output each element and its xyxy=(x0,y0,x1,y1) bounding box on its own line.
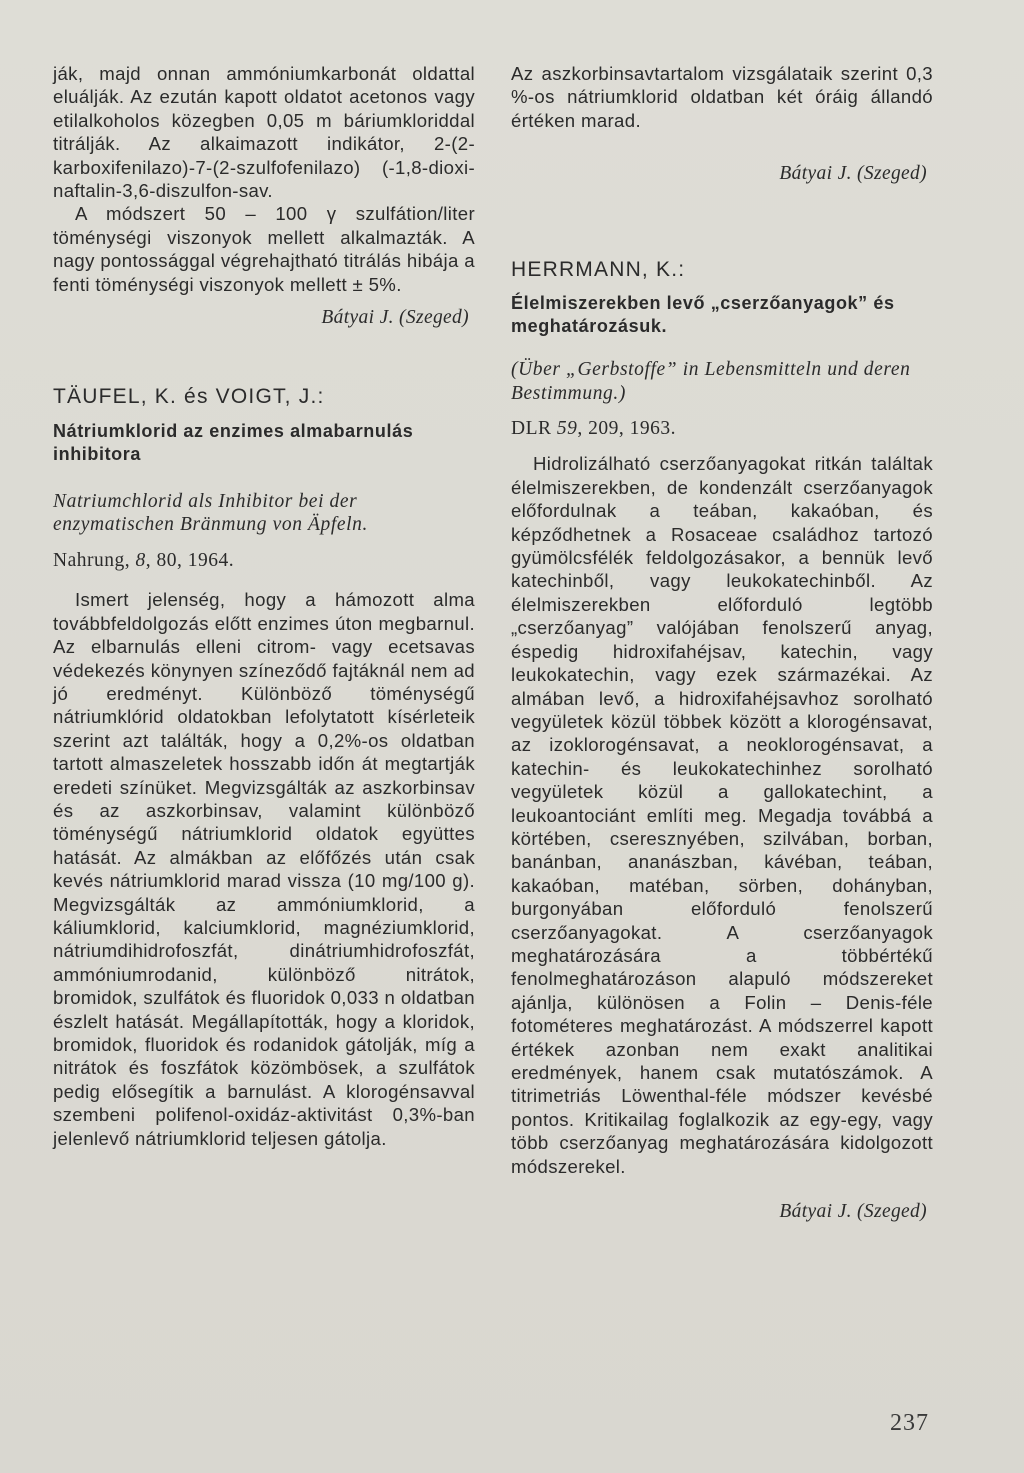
left-paragraph-abstract: Ismert jelenség, hogy a hámozott alma továbbfeldolgozás előtt enzimes úton megbarnul. Az elbarnulás elleni citrom- vagy ecetsavas védekezés könynyen színeződő fajtáknál nem ad jó eredményt. Különböző töménységű nátriumklórid oldatokban lefolytatott kísérleteik szerint azt találták, hogy a 0,2%-os oldatban tartott almaszeletek hosszabb időn át megtartják eredeti színüket. Megvizsgálták az aszkorbinsav és az aszkorbinsav, valamint különböző töménységű nátriumklorid oldatok együttes hatását. Az almákban az előfőzés után csak kevés nátriumklorid marad vissza (10 mg/100 g). Megvizsgálták az ammóniumklorid, a káliumklorid, kalciumklorid, magnéziumklorid, nátriumdihidrofoszfát, dinátriumhidrofoszfát, ammóniumrodanid, különböző nitrátok, bromidok, szulfátok és fluoridok 0,033 n oldatban észlelt hatását. Megállapították, hogy a kloridok, bromidok, fluoridok és rodanidok gátolják, míg a nitrátok és foszfátok közömbösek, a szulfátok pedig elősegítik a barnulást. A klorogénsavval szembeni polifenol-oxidáz-aktivitást 0,3%-ban jelenlevő nátriumklorid teljesen gátolja. xyxy=(53,589,475,1149)
left-column xyxy=(53,62,475,1150)
right-paragraph-abstract: Hidrolizálható cserzőanyagokat ritkán találtak élelmiszerekben, de kondenzált cserzőanyagok előfordulnak a teában, kakaóban, és képződhetnek a Rosaceae családhoz tartozó gyümölcsfélék feldolgozásakor, a bennük levő katechinből, vagy leukokatechinből. Az élelmiszerekben előforduló legtöbb „cserzőanyag” valójában fenolszerű anyag, éspedig hidroxifahéjsav, katechin, vagy leukokatechin, vagy ezek származékai. Az almában levő, a hidroxifahéjsavhoz sorolható vegyületek közül többek között a klorogénsavat, az izoklorogénsavat, a neoklorogénsavat, a katechin- és leukokatechinhez sorolható vegyületek közül a gallokatechint, a leukoantociánt említi meg. Megadja továbbá a körtében, cseresznyében, szilvában, borban, banánban, ananászban, kávéban, teában, kakaóban, matéban, sörben, dohányban, burgonyában előforduló fenolszerű cserzőanyagokat. A cserzőanyagok meghatározására a többértékű fenolmeghatározáson alapuló módszereket ajánlja, különösen a Folin – Denis-féle fotométeres meghatározást. A módszerrel kapott értékek azonban nem exakt analitikai eredmények, hanem csak mutatószámok. A titrimetriás Löwenthal-féle módszer kevésbé pontos. Kritikailag foglalkozik az egy-egy, vagy több cserzőanyag meghatározására kidolgozott módszerekel. xyxy=(511,453,933,1177)
left-paragraph-continuation: ják, majd onnan ammóniumkarbonát oldattal eluálják. Az ezután kapott oldatot acetonos vagy etilalkoholos közegben 0,05 m báriumkloriddal titrálják. Az alkaimazott indikátor, 2-(2-karboxifenilazo)-7-(2-szulfofenilazo) (-1,8-dioxi-naftalin-3,6-diszulfon-sav. xyxy=(53,63,475,202)
article-original-title-herrmann: (Über „Gerbstoffe” in Lebensmitteln und deren Bestimmung.) xyxy=(511,359,911,404)
reference-details: , 80, 1964. xyxy=(145,549,235,571)
reference-journal: Nahrung, xyxy=(53,549,136,571)
article-author-taufel-voigt: TÄUFEL, K. és VOIGT, J.: xyxy=(53,385,325,409)
left-paragraph-method: A módszert 50 – 100 γ szulfátion/liter töménységi viszonyok mellett alkalmazták. A nagy pontossággal végrehajtható titrálás hibája a fenti töménységi viszonyok mellett ± 5%. xyxy=(53,203,475,295)
reference-volume: 8 xyxy=(135,549,146,571)
article-reference xyxy=(53,549,475,572)
right-column xyxy=(511,62,933,1223)
article-original-title: Natriumchlorid als Inhibitor bei der enzymatischen Bränmung von Äpfeln. xyxy=(53,490,369,536)
signature-batyai-2: Bátyai J. (Szeged) xyxy=(779,163,927,185)
article-reference-herrmann xyxy=(511,417,933,440)
reference-volume-dlr: 59 xyxy=(556,418,578,440)
page-number: 237 xyxy=(890,1410,929,1436)
article-title-natriumklorid: Nátriumklorid az enzimes almabarnulás inhibitora xyxy=(53,420,414,464)
article-title-cserzoanyagok: Élelmiszerekben levő „cserzőanyagok” és meghatározásuk. xyxy=(511,293,895,337)
reference-journal-dlr: DLR xyxy=(511,418,557,440)
signature-batyai-1: Bátyai J. (Szeged) xyxy=(321,307,469,329)
signature-batyai-3: Bátyai J. (Szeged) xyxy=(779,1201,927,1223)
right-paragraph-continuation: Az aszkorbinsavtartalom vizsgálataik szerint 0,3 %-os nátriumklorid oldatban két óráig állandó értéken marad. xyxy=(511,63,933,131)
article-author-herrmann: HERRMANN, K.: xyxy=(511,257,686,281)
reference-details-dlr: , 209, 1963. xyxy=(577,418,676,440)
